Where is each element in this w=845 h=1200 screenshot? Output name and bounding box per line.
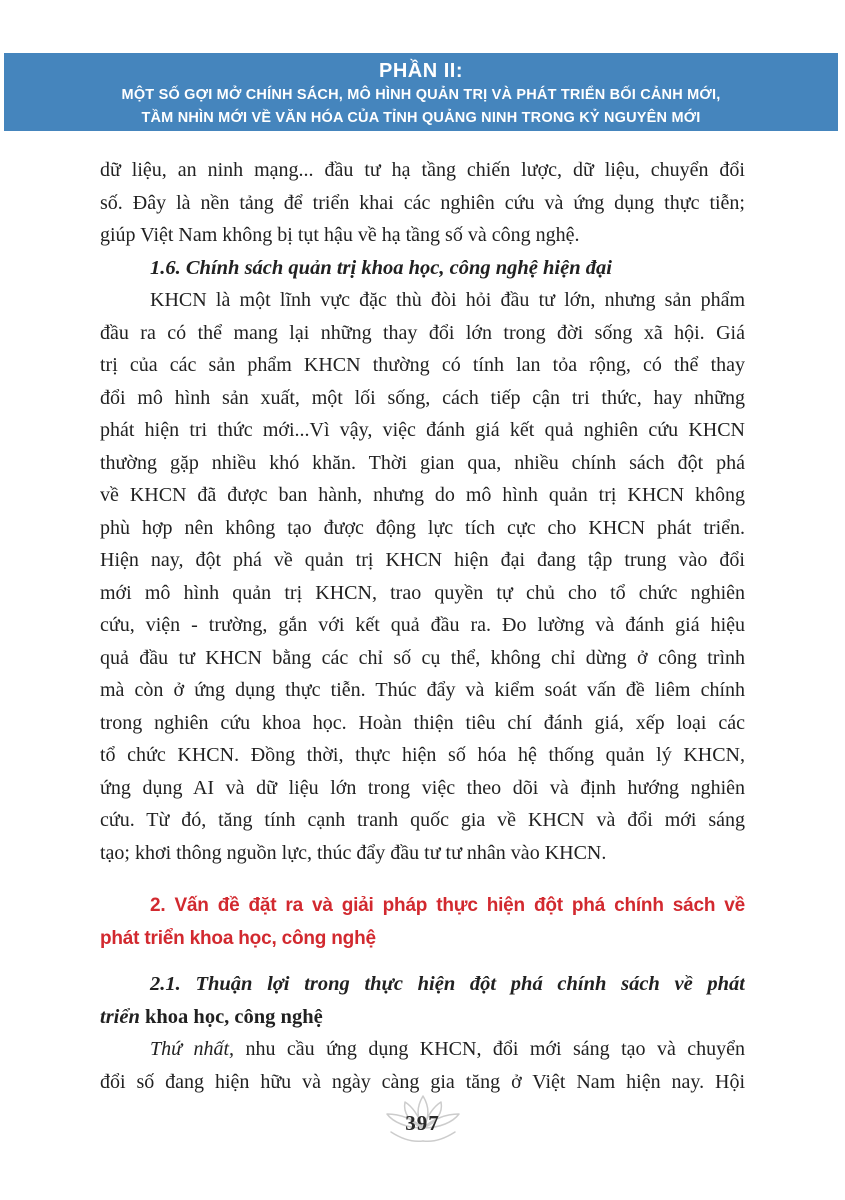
lead-in-italic: Thứ nhất, (150, 1038, 235, 1060)
section-heading-2-line1: 2. Vấn đề đặt ra và giải pháp thực hiện đột phá chính sách về (150, 895, 745, 916)
section-heading-2-1-line1: 2.1. Thuận lợi trong thực hiện đột phá chính sách về phát (150, 973, 745, 995)
text-line: về KHCN đã được ban hành, nhưng do mô hình quản trị KHCN không (100, 484, 745, 506)
section-heading-2-line2: phát triển khoa học, công nghệ (100, 927, 376, 949)
text-line: mà còn ở ứng dụng thực tiễn. Thúc đẩy và kiểm soát vấn đề liêm chính (100, 679, 745, 701)
chapter-subtitle-line1: MỘT SỐ GỢI MỞ CHÍNH SÁCH, MÔ HÌNH QUẢN TRỊ VÀ PHÁT TRIỂN BỐI CẢNH MỚI, (121, 87, 721, 103)
text-run: nhu cầu ứng dụng KHCN, đổi mới sáng tạo và chuyển (234, 1038, 745, 1060)
spacer (100, 955, 745, 968)
text-line: giúp Việt Nam không bị tụt hậu về hạ tầng số và công nghệ. (100, 224, 580, 246)
text-line: đổi mô hình sản xuất, một lối sống, cách tiếp cận tri thức, hay những (100, 386, 745, 409)
text-line: ứng dụng AI và dữ liệu lớn trong việc theo dõi và định hướng nghiên (100, 776, 745, 799)
heading-italic-part: triển (100, 1005, 140, 1028)
body-text-column (100, 154, 745, 1098)
text-line: tổ chức KHCN. Đồng thời, thực hiện số hóa hệ thống quản lý KHCN, (100, 744, 745, 766)
section-heading-2-1-line2 (100, 1001, 745, 1034)
text-line: thường gặp nhiều khó khăn. Thời gian qua, nhiều chính sách đột phá (100, 451, 745, 474)
chapter-banner (4, 53, 838, 131)
text-line: trị của các sản phẩm KHCN thường có tính lan tỏa rộng, có thể thay (100, 354, 745, 376)
text-line: quả đầu tư KHCN bằng các chỉ số cụ thể, không chỉ dừng ở công trình (100, 646, 745, 669)
heading-upright-part: khoa học, công nghệ (139, 1005, 323, 1028)
text-line: Hiện nay, đột phá về quản trị KHCN hiện đại đang tập trung vào đổi (100, 549, 745, 571)
text-line: KHCN là một lĩnh vực đặc thù đòi hỏi đầu tư lớn, nhưng sản phẩm (150, 289, 745, 311)
text-line: mới mô hình quản trị KHCN, trao quyền tự chủ cho tổ chức nghiên (100, 581, 745, 604)
spacer (100, 869, 745, 890)
text-line: dữ liệu, an ninh mạng... đầu tư hạ tầng chiến lược, dữ liệu, chuyển đổi (100, 159, 745, 181)
text-line: tạo; khơi thông nguồn lực, thúc đẩy đầu tư tư nhân vào KHCN. (100, 841, 607, 864)
text-line: phù hợp nên không tạo được động lực tích cực cho KHCN phát triển. (100, 516, 745, 539)
text-line: đổi số đang hiện hữu và ngày càng gia tăng ở Việt Nam hiện nay. Hội (100, 1070, 745, 1093)
text-line: cứu. Từ đó, tăng tính cạnh tranh quốc gia về KHCN và đổi mới sáng (100, 809, 745, 831)
section-heading-1-6: 1.6. Chính sách quản trị khoa học, công nghệ hiện đại (150, 256, 612, 279)
text-line: trong nghiên cứu khoa học. Hoàn thiện tiêu chí đánh giá, xếp loại các (100, 711, 745, 734)
text-line: số. Đây là nền tảng để triển khai các nghiên cứu và ứng dụng thực tiễn; (100, 191, 745, 214)
text-line: đầu ra có thể mang lại những thay đổi lớn trong đời sống xã hội. Giá (100, 321, 745, 344)
page-number: 397 (405, 1111, 440, 1135)
lotus-ornament (375, 1094, 471, 1154)
chapter-part-label: PHẦN II: (379, 60, 463, 82)
chapter-subtitle-line2: TẦM NHÌN MỚI VỀ VĂN HÓA CỦA TỈNH QUẢNG NINH TRONG KỶ NGUYÊN MỚI (141, 110, 701, 126)
text-line: cứu, viện - trường, gắn với kết quả đầu ra. Đo lường và đánh giá hiệu (100, 614, 745, 636)
text-line: phát hiện tri thức mới...Vì vậy, việc đánh giá kết quả nghiên cứu KHCN (100, 419, 745, 441)
page-footer (0, 1094, 845, 1156)
text-line (100, 1033, 745, 1066)
